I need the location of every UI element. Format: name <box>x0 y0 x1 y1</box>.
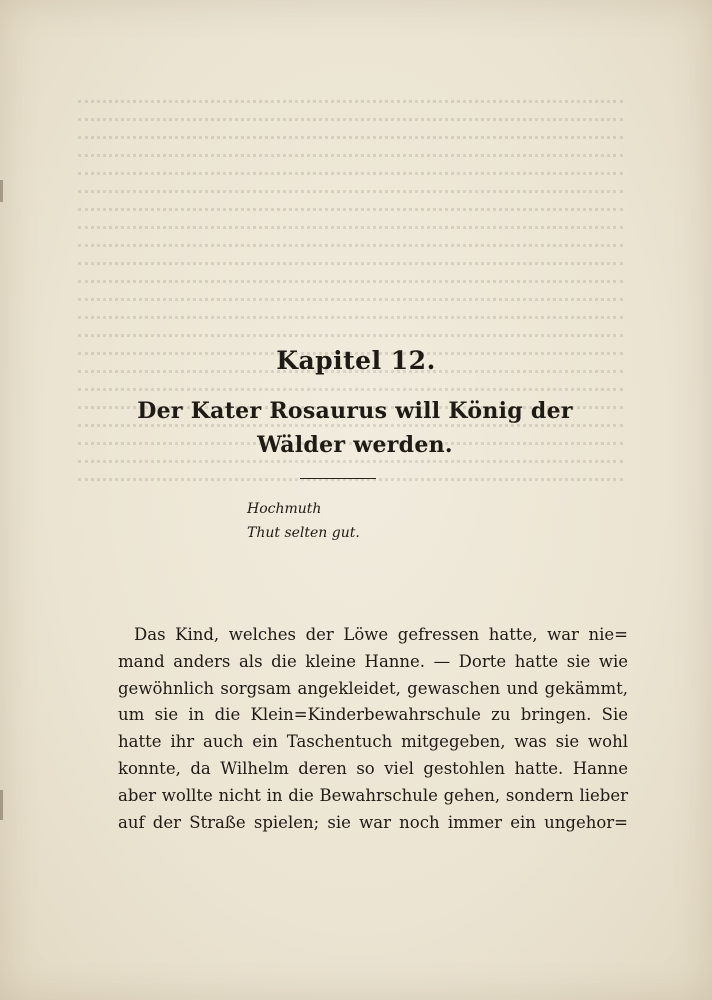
body-line: auf der Straße spielen; sie war noch immer ein ungehor= <box>118 812 628 832</box>
bleed-line <box>78 100 623 105</box>
body-line: aber wollte nicht in die Bewahrschule gehen, sondern lieber <box>118 785 628 805</box>
body-line: um sie in die Klein=Kinderbewahrschule zu bringen. Sie <box>118 705 628 725</box>
bleed-line <box>78 280 623 285</box>
body-line: gewöhnlich sorgsam angekleidet, gewaschen und gekämmt, <box>118 678 628 698</box>
title-divider-rule <box>300 478 376 479</box>
chapter-title-line-1: Der Kater Rosaurus will König der <box>137 398 573 424</box>
chapter-title <box>120 394 590 462</box>
epigraph-line-2: Thut selten gut. <box>247 525 360 541</box>
bleed-line <box>78 388 623 393</box>
bleed-line <box>78 190 623 195</box>
bleed-line <box>78 136 623 141</box>
page-edge-mark <box>0 180 3 202</box>
bleed-line <box>78 262 623 267</box>
bleed-line <box>78 226 623 231</box>
bleed-line <box>78 298 623 303</box>
chapter-number: Kapitel 12. <box>276 346 436 375</box>
body-line: Das Kind, welches der Löwe gefressen hatte, war nie= <box>134 625 628 644</box>
body-paragraph <box>118 622 628 836</box>
epigraph <box>247 497 360 545</box>
bleed-line <box>78 316 623 321</box>
bleed-line <box>78 154 623 159</box>
bleed-line <box>78 208 623 213</box>
epigraph-line-1: Hochmuth <box>247 501 322 517</box>
body-line: hatte ihr auch ein Taschentuch mitgegeben, was sie wohl <box>118 732 628 752</box>
bleed-line <box>78 244 623 249</box>
bleed-line <box>78 118 623 123</box>
body-line: konnte, da Wilhelm deren so viel gestohlen hatte. Hanne <box>118 758 628 778</box>
bleed-line <box>78 334 623 339</box>
bleed-line <box>78 172 623 177</box>
chapter-title-line-2: Wälder werden. <box>257 432 453 458</box>
body-line: mand anders als die kleine Hanne. — Dorte hatte sie wie <box>118 651 628 671</box>
page-edge-mark <box>0 790 3 820</box>
